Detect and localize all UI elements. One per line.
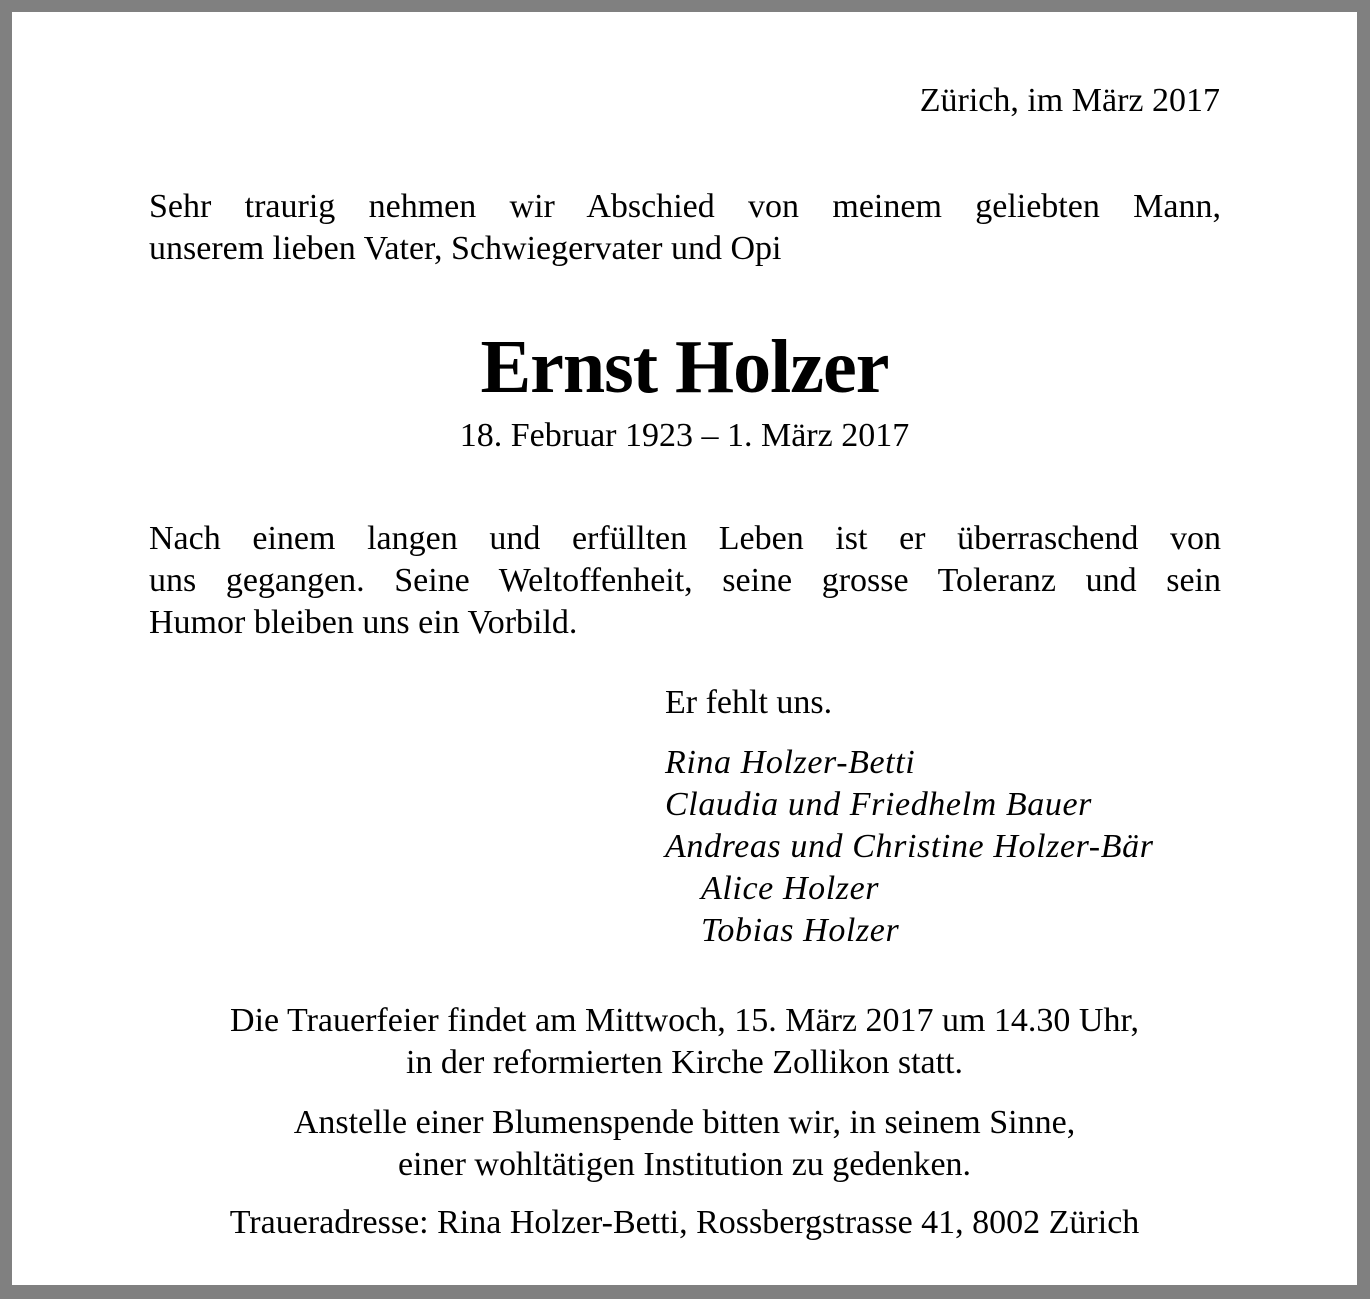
family-member: Tobias Holzer <box>701 912 900 949</box>
family-member: Andreas und Christine Holzer-Bär <box>665 828 1154 865</box>
mourning-address: Traueradresse: Rina Holzer-Betti, Rossbergstrasse 41, 8002 Zürich <box>229 1204 1140 1241</box>
ceremony-line: Die Trauerfeier findet am Mittwoch, 15. März 2017 um 14.30 Uhr, <box>230 1002 1139 1039</box>
intro-line: unserem lieben Vater, Schwiegervater und Opi <box>149 230 782 267</box>
tribute-line: uns gegangen. Seine Weltoffenheit, seine grosse Toleranz und sein <box>149 562 1221 599</box>
family-member: Claudia und Friedhelm Bauer <box>665 786 1092 823</box>
donation-line: Anstelle einer Blumenspende bitten wir, in seinem Sinne, <box>293 1104 1076 1141</box>
tribute-line: Nach einem langen und erfüllten Leben ist er überraschend von <box>149 520 1221 557</box>
obituary-notice <box>12 12 1357 1285</box>
place-date: Zürich, im März 2017 <box>919 82 1220 119</box>
closing-phrase: Er fehlt uns. <box>665 684 833 721</box>
tribute-paragraph <box>149 518 1221 644</box>
ceremony-info <box>12 1000 1357 1084</box>
family-member: Rina Holzer-Betti <box>665 744 916 781</box>
family-list <box>665 742 1154 952</box>
life-dates: 18. Februar 1923 – 1. März 2017 <box>459 417 910 454</box>
intro-line: Sehr traurig nehmen wir Abschied von meinem geliebten Mann, <box>149 188 1221 225</box>
donation-note <box>12 1102 1357 1186</box>
family-member: Alice Holzer <box>701 870 880 907</box>
tribute-line: Humor bleiben uns ein Vorbild. <box>149 604 578 641</box>
donation-line: einer wohltätigen Institution zu gedenken. <box>397 1146 972 1183</box>
intro-paragraph <box>149 186 1221 270</box>
ceremony-line: in der reformierten Kirche Zollikon statt. <box>405 1044 964 1081</box>
deceased-name: Ernst Holzer <box>480 325 889 409</box>
